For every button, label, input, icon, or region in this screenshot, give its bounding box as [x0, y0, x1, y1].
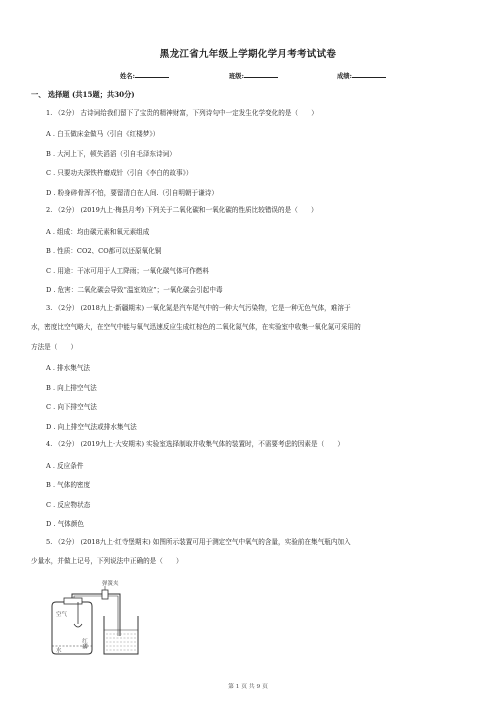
question-1-option-d: D . 粉身碎骨浑不怕，要留清白在人间.（引自明朝于谦诗）: [46, 189, 218, 197]
question-2-option-d: D . 危害：二氧化碳会导致“温室效应”；一氧化碳会引起中毒: [46, 286, 223, 294]
question-5-stem-line-1: 5. （2分） (2018九上·红寺堡期末) 如图所示装置可用于测定空气中氧气的含量，实验前在集气瓶内加入: [46, 538, 351, 546]
question-3-option-d: D . 向上排空气法或排水集气法: [46, 423, 137, 431]
question-3-option-b: B . 向上排空气法: [46, 384, 97, 392]
section-heading: 一、 选择题 (共15题；共30分): [31, 90, 135, 99]
score-blank: [352, 71, 386, 78]
question-5-stem-line-2: 少量水，并做上记号，下列说法中正确的是（ ）: [31, 557, 183, 565]
question-4-stem: 4. （2分） (2019九上·大安期末) 实验室选择制取并收集气体的装置时，不需要考虑的因素是（ ）: [46, 440, 344, 448]
question-1-stem: 1. （2分） 古诗词给我们留下了宝贵的精神财富，下列诗句中一定发生化学变化的是（ ）: [46, 109, 318, 117]
question-1-option-c: C . 只要功夫深铁杵磨成针（引自《李白的故事》）: [46, 169, 193, 177]
question-2-option-c: C . 用途：干冰可用于人工降雨；一氧化碳气体可作燃料: [46, 267, 209, 275]
question-1-option-b: B . 大河上下，顿失滔滔（引自毛泽东诗词）: [46, 150, 176, 158]
class-field: [229, 71, 278, 80]
score-label: 成绩:: [337, 73, 352, 80]
class-blank: [244, 71, 278, 78]
question-2-option-b: B . 性质：CO2、CO都可以还原氧化铜: [46, 247, 162, 255]
question-3-stem-line-1: 3. （2分） (2018九上·新疆期末) 一氧化氮是汽车尾气中的一种大气污染物，它是一种无色气体，难溶于: [46, 304, 351, 312]
name-label: 姓名:: [120, 73, 135, 80]
score-field: [337, 71, 386, 80]
question-3-option-c: C . 向下排空气法: [46, 403, 97, 411]
question-4-option-a: A . 反应条件: [46, 462, 84, 470]
spring-clamp: [102, 590, 108, 599]
page-footer: 第 1 页 共 9 页: [228, 684, 268, 690]
question-3-option-a: A . 排水集气法: [46, 364, 91, 372]
phosphorus-label: 红磷: [81, 638, 87, 649]
question-2-option-a: A . 组成：均由碳元素和氧元素组成: [46, 228, 150, 236]
name-field: [120, 71, 169, 80]
question-4-option-c: C . 反应物状态: [46, 501, 91, 509]
beaker: [104, 616, 138, 654]
question-3-stem-line-3: 方法是（ ）: [31, 343, 78, 351]
name-blank: [135, 71, 169, 78]
question-2-stem: 2. （2分） (2019九上·梅县月考) 下列关于二氧化碳和一氧化碳的性质比较错误的是（ ）: [46, 206, 318, 214]
clamp-label: 弹簧夹: [102, 581, 119, 587]
bottle-stopper: [64, 598, 82, 604]
question-4-option-d: D . 气体颜色: [46, 520, 84, 528]
question-4-option-b: B . 气体的密度: [46, 481, 91, 489]
question-3-stem-line-2: 水，密度比空气略大，在空气中能与氧气迅速反应生成红棕色的二氧化氮气体，在实验室中收集一氧化氮可采用的: [31, 323, 361, 331]
oxygen-measurement-apparatus-figure: [44, 576, 144, 656]
water-label: 水: [56, 648, 62, 654]
class-label: 班级:: [229, 73, 244, 80]
air-label: 空气: [56, 612, 68, 618]
question-1-option-a: A . 白玉做床金做马（引自《红楼梦》）: [46, 130, 160, 138]
page-title: 黑龙江省九年级上学期化学月考考试试卷: [159, 49, 337, 60]
